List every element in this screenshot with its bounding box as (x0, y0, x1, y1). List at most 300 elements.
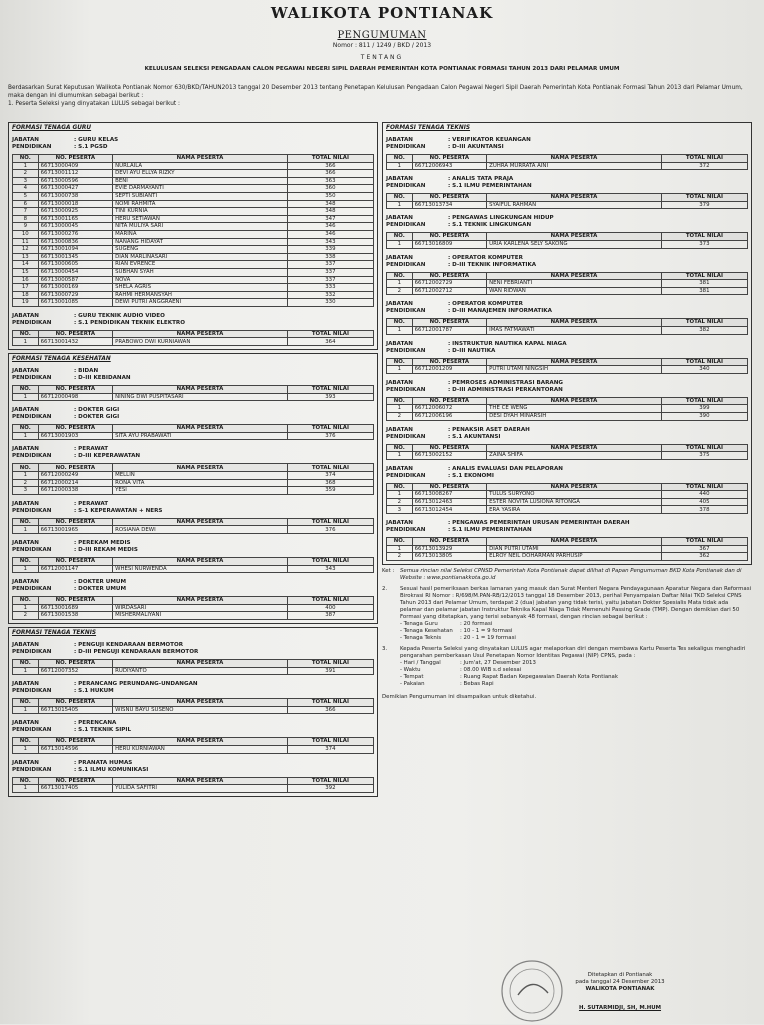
table-header (13, 155, 374, 163)
row-no: 1 (387, 201, 413, 209)
row-no: 18 (13, 291, 39, 299)
row-participant-number: 66713001085 (38, 299, 113, 307)
col-total: TOTAL NILAI (661, 233, 747, 241)
row-participant-number: 66713001965 (38, 526, 113, 534)
table-header (387, 483, 748, 491)
jabatan-value: : PEMROSES ADMINISTRASI BARANG (448, 379, 563, 386)
right-formasi-list (382, 122, 752, 565)
schedule-item-label: - Hari / Tanggal (400, 659, 441, 666)
table-row (387, 405, 748, 413)
pendidikan-label: PENDIDIKAN (386, 527, 426, 534)
row-name: URIA KARLENA SELY SAKONG (487, 240, 662, 248)
formasi-box (8, 122, 378, 350)
formasi-box (382, 122, 752, 565)
pendidikan-value: : S.1 ILMU PEMERINTAHAN (448, 183, 532, 190)
table-header (387, 272, 748, 280)
row-no: 17 (13, 284, 39, 292)
row-total: 379 (661, 201, 747, 209)
table-row (13, 487, 374, 495)
pendidikan-label: PENDIDIKAN (386, 472, 426, 479)
row-participant-number: 66713000836 (38, 238, 113, 246)
table-header (13, 464, 374, 472)
row-total: 399 (661, 405, 747, 413)
row-no: 1 (13, 393, 39, 401)
row-total: 343 (287, 565, 373, 573)
table-row (387, 366, 748, 374)
table-row (13, 284, 374, 292)
intro-text: Berdasarkan Surat Keputusan Walikota Pontianak Nomor 630/BKD/TAHUN2013 tanggal 20 Desember 2013 tentang Penetapan Kelulusan Pengadaan Calon Pegawai Negeri Sipil Daerah Pemerintah Kota Pontianak Formasi Tahun 2013 dari Pelamar Umum, maka dengan ini diumumkan sebagai berikut : (8, 85, 743, 99)
col-nama: NAMA PESERTA (113, 425, 288, 433)
pendidikan-value: : D-III MANAJEMEN INFORMATIKA (448, 308, 552, 315)
pendidikan-label: PENDIDIKAN (12, 766, 52, 773)
row-no: 7 (13, 208, 39, 216)
row-no: 1 (13, 604, 39, 612)
col-total: TOTAL NILAI (661, 483, 747, 491)
jabatan-row (12, 720, 374, 727)
row-total: 373 (661, 240, 747, 248)
table-row (13, 192, 374, 200)
jabatan-label: JABATAN (12, 540, 39, 546)
col-total: TOTAL NILAI (287, 518, 373, 526)
jabatan-label: JABATAN (386, 340, 413, 347)
pendidikan-value: : D-III AKUNTANSI (448, 144, 504, 150)
row-total: 366 (287, 162, 373, 170)
jabatan-label: JABATAN (12, 759, 39, 766)
pendidikan-value: : D-III REKAM MEDIS (74, 547, 138, 553)
jabatan-value: : VERIFIKATOR KEUANGAN (448, 137, 531, 143)
row-name: DEWI PUTRI ANGGRAENI (113, 299, 288, 307)
row-name: TULUS SURYONO (487, 491, 662, 499)
pendidikan-value: : D-III KEBIDANAN (74, 375, 131, 382)
row-total: 346 (287, 223, 373, 231)
jabatan-group (386, 380, 748, 421)
row-name: WAN RIDWAN (487, 287, 662, 295)
row-name: WISNU BAYU SUSENO (113, 706, 288, 714)
row-total: 392 (287, 785, 373, 793)
row-total: 330 (287, 299, 373, 307)
jabatan-row (12, 760, 374, 767)
row-name: RAHMI HERMANSYAH (113, 291, 288, 299)
row-no: 1 (13, 432, 39, 440)
table-row (13, 268, 374, 276)
row-name: MARINA (113, 230, 288, 238)
col-total: TOTAL NILAI (287, 597, 373, 605)
row-name: WHESI NURWENDA (113, 565, 288, 573)
row-no: 3 (387, 506, 413, 514)
row-participant-number: 66712006072 (412, 405, 487, 413)
row-name: MISHERMALIYANI (113, 612, 288, 620)
row-total: 348 (287, 208, 373, 216)
pendidikan-row (12, 144, 374, 151)
sign-office: WALIKOTA PONTIANAK (585, 986, 655, 992)
col-no-peserta: NO. PESERTA (412, 444, 487, 452)
col-no-peserta: NO. PESERTA (412, 272, 487, 280)
jabatan-value: : PEREKAM MEDIS (74, 540, 131, 546)
row-no: 2 (387, 412, 413, 420)
schedule-item-value: : 08.00 WIB s.d selesai (460, 666, 522, 673)
col-no-peserta: NO. PESERTA (38, 558, 113, 566)
col-no-peserta: NO. PESERTA (38, 386, 113, 394)
jabatan-value: : BIDAN (74, 368, 99, 375)
row-total: 333 (287, 284, 373, 292)
row-no: 1 (387, 366, 413, 374)
note-3-text: Kepada Peserta Seleksi yang dinyatakan LULUS agar melaporkan diri dengan membawa Kartu Peserta Tes sekaligus menghadiri pengarahan pemberkasan Usul Penetapan Nomor Identitas Pegawai (NIP) CPNS, pada : (400, 645, 746, 659)
jabatan-label: JABATAN (12, 681, 39, 688)
note-2 (382, 586, 752, 621)
row-name: THE CE WENG (487, 405, 662, 413)
row-name: NINING DWI PUSPITASARI (113, 393, 288, 401)
table-header (13, 699, 374, 707)
col-nama: NAMA PESERTA (113, 155, 288, 163)
row-name: SYAIFUL RAHMAN (487, 201, 662, 209)
row-no: 1 (387, 162, 413, 170)
row-total: 337 (287, 268, 373, 276)
table-row (13, 177, 374, 185)
jabatan-row (12, 642, 374, 649)
col-total: TOTAL NILAI (287, 699, 373, 707)
col-nama: NAMA PESERTA (113, 777, 288, 785)
row-total: 359 (287, 487, 373, 495)
row-total: 400 (287, 604, 373, 612)
row-no: 1 (387, 545, 413, 553)
pendidikan-label: PENDIDIKAN (386, 144, 426, 150)
jabatan-value: : GURU TEKNIK AUDIO VIDEO (74, 312, 165, 319)
table-header (13, 330, 374, 338)
pendidikan-row (386, 473, 748, 480)
participant-table (386, 272, 748, 296)
pendidikan-row (386, 348, 748, 355)
jabatan-value: : PERAWAT (74, 446, 109, 453)
pendidikan-row (12, 414, 374, 421)
participant-table (386, 193, 748, 209)
table-row (13, 246, 374, 254)
pendidikan-row (386, 308, 748, 315)
formasi-item (400, 628, 752, 635)
formasi-title: FORMASI TENAGA GURU (12, 125, 92, 131)
col-no-peserta: NO. PESERTA (412, 319, 487, 327)
col-no: NO. (13, 425, 39, 433)
announcement-title: PENGUMUMAN (337, 30, 427, 41)
table-row (13, 276, 374, 284)
table-header (387, 194, 748, 202)
row-participant-number: 66712001787 (412, 326, 487, 334)
row-no: 1 (387, 452, 413, 460)
jabatan-group (12, 642, 374, 675)
row-no: 13 (13, 253, 39, 261)
participant-table (12, 737, 374, 753)
col-no-peserta: NO. PESERTA (412, 233, 487, 241)
row-total: 368 (287, 479, 373, 487)
row-total: 366 (287, 706, 373, 714)
pendidikan-value: : S.1 EKONOMI (448, 472, 494, 479)
formasi-item (400, 635, 752, 642)
point-1: 1. Peserta Seleksi yang dinyatakan LULUS sebagai berikut : (8, 101, 180, 107)
signature-block (540, 972, 700, 1012)
col-no-peserta: NO. PESERTA (38, 699, 113, 707)
col-total: TOTAL NILAI (287, 558, 373, 566)
row-total: 393 (287, 393, 373, 401)
right-column (382, 122, 752, 701)
table-header (387, 319, 748, 327)
row-name: DIAN PUTRI UTAMI (487, 545, 662, 553)
participant-table (12, 463, 374, 494)
row-no: 1 (13, 785, 39, 793)
row-no: 6 (13, 200, 39, 208)
table-row (13, 253, 374, 261)
formasi-item-value: : 20 formasi (460, 620, 493, 627)
col-no-peserta: NO. PESERTA (412, 358, 487, 366)
formasi-item-label: - Tenaga Teknis (400, 634, 442, 641)
jabatan-value: : OPERATOR KOMPUTER (448, 254, 523, 261)
row-name: EVIE DARMAYANTI (113, 185, 288, 193)
table-header (13, 597, 374, 605)
col-nama: NAMA PESERTA (487, 233, 662, 241)
formasi-title: FORMASI TENAGA KESEHATAN (12, 356, 111, 363)
table-row (13, 261, 374, 269)
row-no: 2 (13, 479, 39, 487)
formasi-summary (400, 621, 752, 642)
row-participant-number: 66713001094 (38, 246, 113, 254)
row-participant-number: 66713001432 (38, 338, 113, 346)
row-participant-number: 66713013929 (412, 545, 487, 553)
col-no: NO. (387, 483, 413, 491)
row-no: 1 (13, 162, 39, 170)
jabatan-row (12, 407, 374, 414)
table-row (13, 170, 374, 178)
table-header (13, 738, 374, 746)
table-row (13, 745, 374, 753)
table-row (387, 491, 748, 499)
participant-table (386, 358, 748, 374)
table-header (13, 777, 374, 785)
pendidikan-row (12, 320, 374, 327)
table-row (387, 498, 748, 506)
jabatan-label: JABATAN (12, 579, 39, 586)
pendidikan-row (12, 767, 374, 774)
row-total: 343 (287, 238, 373, 246)
row-name: NURLAILA (113, 162, 288, 170)
col-no: NO. (13, 464, 39, 472)
col-no-peserta: NO. PESERTA (38, 518, 113, 526)
row-name: NOVA (113, 276, 288, 284)
jabatan-label: JABATAN (386, 215, 413, 222)
row-total: 372 (661, 162, 747, 170)
row-name: RUDIYANTO (113, 667, 288, 675)
jabatan-row (12, 368, 374, 375)
col-nama: NAMA PESERTA (487, 358, 662, 366)
participant-table (386, 444, 748, 460)
schedule-item (400, 660, 752, 667)
row-participant-number: 66713012454 (412, 506, 487, 514)
jabatan-label: JABATAN (12, 641, 39, 648)
row-total: 346 (287, 230, 373, 238)
row-total: 381 (661, 280, 747, 288)
col-nama: NAMA PESERTA (487, 538, 662, 546)
pendidikan-label: PENDIDIKAN (386, 261, 426, 268)
col-nama: NAMA PESERTA (113, 738, 288, 746)
col-nama: NAMA PESERTA (113, 464, 288, 472)
pendidikan-value: : S.1 HUKUM (74, 688, 114, 695)
row-name: YULIDA SAFITRI (113, 785, 288, 793)
pendidikan-label: PENDIDIKAN (12, 547, 52, 553)
formasi-item (400, 621, 752, 628)
table-row (13, 432, 374, 440)
about-label: TENTANG (360, 54, 404, 61)
schedule-item-label: - Pakaian (400, 680, 425, 687)
table-header (387, 233, 748, 241)
jabatan-group (386, 255, 748, 296)
announcement-number: Nomor : 811 / 1249 / BKD / 2013 (332, 42, 432, 49)
row-participant-number: 66713013734 (412, 201, 487, 209)
about-subject: KELULUSAN SELEKSI PENGADAAN CALON PEGAWAI NEGERI SIPIL DAERAH PEMERINTAH KOTA PONTIANAK FORMASI TAHUN 2013 DARI PELAMAR UMUM (144, 66, 620, 72)
jabatan-value: : PENAKSIR ASET DAERAH (448, 426, 530, 433)
jabatan-group (12, 368, 374, 401)
table-row (387, 280, 748, 288)
pendidikan-label: PENDIDIKAN (12, 586, 52, 593)
pendidikan-label: PENDIDIKAN (12, 648, 52, 655)
row-no: 1 (387, 405, 413, 413)
sign-name: H. SUTARMIDJI, SH, M.HUM (578, 1005, 662, 1011)
note-ket (382, 568, 752, 582)
jabatan-value: : GURU KELAS (74, 137, 119, 143)
table-row (13, 291, 374, 299)
schedule-item-label: - Waktu (400, 666, 421, 673)
participant-table (12, 698, 374, 714)
row-total: 391 (287, 667, 373, 675)
row-no: 2 (387, 287, 413, 295)
jabatan-label: JABATAN (386, 426, 413, 433)
jabatan-label: JABATAN (386, 379, 413, 386)
pendidikan-row (12, 688, 374, 695)
col-no-peserta: NO. PESERTA (38, 659, 113, 667)
table-row (13, 604, 374, 612)
formasi-box (8, 627, 378, 797)
table-header (387, 397, 748, 405)
participant-table (386, 232, 748, 248)
row-total: 374 (287, 745, 373, 753)
col-no: NO. (387, 194, 413, 202)
formasi-item-value: : 20 - 1 = 19 formasi (460, 634, 516, 641)
row-no: 5 (13, 192, 39, 200)
jabatan-group (12, 681, 374, 714)
row-participant-number: 66713000596 (38, 177, 113, 185)
row-total: 440 (661, 491, 747, 499)
row-name: NOMI RAHMITA (113, 200, 288, 208)
row-total: 378 (661, 506, 747, 514)
row-name: SEPTI SUBIANTI (113, 192, 288, 200)
jabatan-row (12, 313, 374, 320)
pendidikan-row (12, 649, 374, 656)
jabatan-row (12, 137, 374, 144)
row-participant-number: 66713002152 (412, 452, 487, 460)
pendidikan-label: PENDIDIKAN (12, 688, 52, 695)
row-no: 14 (13, 261, 39, 269)
row-participant-number: 66713000587 (38, 276, 113, 284)
row-participant-number: 66713000169 (38, 284, 113, 292)
col-total: TOTAL NILAI (287, 738, 373, 746)
row-participant-number: 66712000214 (38, 479, 113, 487)
note-2-text: Sesuai hasil pemeriksaan berkas lamaran yang masuk dan Surat Menteri Negara Pendayagunaan Aparatur Negara dan Reformasi Birokrasi RI Nomor : R/698/M.PAN-RB/12/2013 tanggal 18 Desember 2013, perihal Penyampaian Daftar Nilai TKD Seleksi CPNS Tahun 2013 dari Pelamar Umum, terdapat 2 (dua) jabatan yang tidak terisi, yaitu jabatan Dokter Spesialis Mata tidak ada pelamar dan pelamar jabatan Instruktur Teknika Kapal Niaga Tidak Memenuhi Passing Grade (TMP). Dengan demikian dari 50 Formasi yang ditetapkan, yang terisi sebanyak 48 formasi, dengan rincian sebagai berikut : (400, 585, 752, 620)
row-participant-number: 66712002729 (412, 280, 487, 288)
row-total: 338 (287, 253, 373, 261)
jabatan-row (12, 540, 374, 547)
row-no: 8 (13, 215, 39, 223)
announcement-header (0, 4, 764, 72)
table-row (387, 326, 748, 334)
col-no-peserta: NO. PESERTA (412, 483, 487, 491)
participant-table (12, 518, 374, 534)
row-name: ZUHRA MURRATA AINI (487, 162, 662, 170)
row-name: WIRDASARI (113, 604, 288, 612)
closing-text: Demikian Pengumuman ini disampaikan untuk diketahui. (382, 693, 537, 700)
pendidikan-row (386, 262, 748, 269)
table-row (13, 338, 374, 346)
pendidikan-row (12, 508, 374, 515)
jabatan-value: : PENGAWAS PEMERINTAH URUSAN PEMERINTAH DAERAH (448, 520, 630, 527)
row-participant-number: 66713000018 (38, 200, 113, 208)
row-participant-number: 66713001538 (38, 612, 113, 620)
row-participant-number: 66713001903 (38, 432, 113, 440)
jabatan-row (386, 176, 748, 183)
table-row (13, 238, 374, 246)
jabatan-group (12, 501, 374, 534)
jabatan-group (386, 215, 748, 248)
jabatan-row (12, 681, 374, 688)
table-row (13, 393, 374, 401)
row-total: 376 (287, 526, 373, 534)
row-participant-number: 66713015405 (38, 706, 113, 714)
participant-table (12, 659, 374, 675)
row-no: 4 (13, 185, 39, 193)
notes-section (382, 568, 752, 701)
col-no: NO. (387, 397, 413, 405)
row-total: 337 (287, 276, 373, 284)
jabatan-group (386, 176, 748, 209)
jabatan-value: : ANALIS TATA PRAJA (448, 176, 514, 183)
col-no-peserta: NO. PESERTA (38, 597, 113, 605)
row-no: 19 (13, 299, 39, 307)
table-header (13, 425, 374, 433)
jabatan-group (386, 427, 748, 460)
table-row (13, 208, 374, 216)
row-total: 374 (287, 472, 373, 480)
row-total: 390 (661, 412, 747, 420)
table-row (13, 526, 374, 534)
row-participant-number: 66713000605 (38, 261, 113, 269)
pendidikan-row (12, 375, 374, 382)
participant-table (12, 424, 374, 440)
row-name: HERU SETIAWAN (113, 215, 288, 223)
pendidikan-row (12, 727, 374, 734)
row-name: RIAN EVRENCE (113, 261, 288, 269)
row-total: 387 (287, 612, 373, 620)
row-name: PRABOWO DWI KURNIAWAN (113, 338, 288, 346)
pendidikan-label: PENDIDIKAN (12, 144, 52, 150)
pendidikan-label: PENDIDIKAN (386, 386, 426, 393)
jabatan-label: JABATAN (386, 176, 413, 183)
formasi-item-label: - Tenaga Kesehatan (400, 627, 453, 634)
jabatan-group (386, 137, 748, 170)
row-total: 347 (287, 215, 373, 223)
jabatan-label: JABATAN (12, 720, 39, 727)
row-total: 339 (287, 246, 373, 254)
row-no: 16 (13, 276, 39, 284)
row-participant-number: 66713000409 (38, 162, 113, 170)
jabatan-value: : DOKTER GIGI (74, 407, 120, 414)
table-row (13, 200, 374, 208)
col-total: TOTAL NILAI (287, 155, 373, 163)
row-total: 340 (661, 366, 747, 374)
